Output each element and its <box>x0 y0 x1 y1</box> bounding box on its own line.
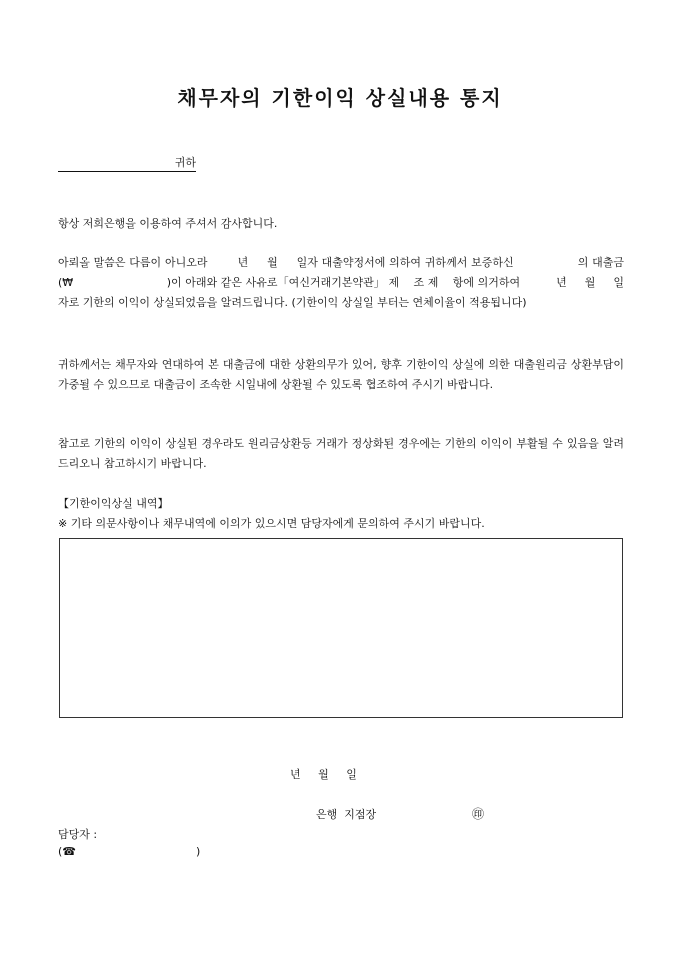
guarantor-paragraph: 귀하께서는 채무자와 연대하여 본 대출금에 대한 상환의무가 있어, 향후 기한이익 상실에 의한 대출원리금 상환부담이 가중될 수 있으므로 대출금이 조속한 시일내에 상환될 수 있도록 협조하여 주시기 바랍니다. <box>58 358 624 391</box>
document-title: 채무자의 기한이익 상실내용 통지 <box>177 86 503 110</box>
reference-paragraph: 참고로 기한의 이익이 상실된 경우라도 원리금상환등 거래가 정상화된 경우에는 기한의 이익이 부활될 수 있음을 알려드리오니 참고하시기 바랍니다. <box>58 437 624 470</box>
phone-line <box>58 845 200 858</box>
greeting-paragraph: 항상 저희은행을 이용하여 주셔서 감사합니다. <box>58 217 278 230</box>
bank-branch-manager: 은행 지점장 <box>316 808 377 821</box>
recipient-line <box>58 154 196 172</box>
notice-paragraph: 아뢰올 말씀은 다름이 아니오라 년 월 일자 대출약정서에 의하여 귀하께서 보증하신 의 대출금(₩ )이 아래와 같은 사유로「여신거래기본약관」 제 조 제 항에 의거하여 년 월 일자로 기한의 이익이 상실되었음을 알려드립니다. (기한이익 상실일 부터는 연체이율이 적용됩니다) <box>58 256 624 309</box>
inquiry-note: ※ 기타 의문사항이나 채무내역에 이의가 있으시면 담당자에게 문의하여 주시기 바랍니다. <box>58 517 485 530</box>
manager-label: 담당자 : <box>58 828 98 841</box>
phone-icon: (☎ <box>58 845 76 858</box>
seal-icon: ㊞ <box>472 807 485 821</box>
phone-close: ) <box>196 845 201 858</box>
details-box <box>59 538 623 718</box>
recipient-field: 귀하 <box>58 154 196 172</box>
date-line: 년 월 일 <box>290 768 357 781</box>
section-heading: 【기한이익상실 내역】 <box>58 497 169 510</box>
